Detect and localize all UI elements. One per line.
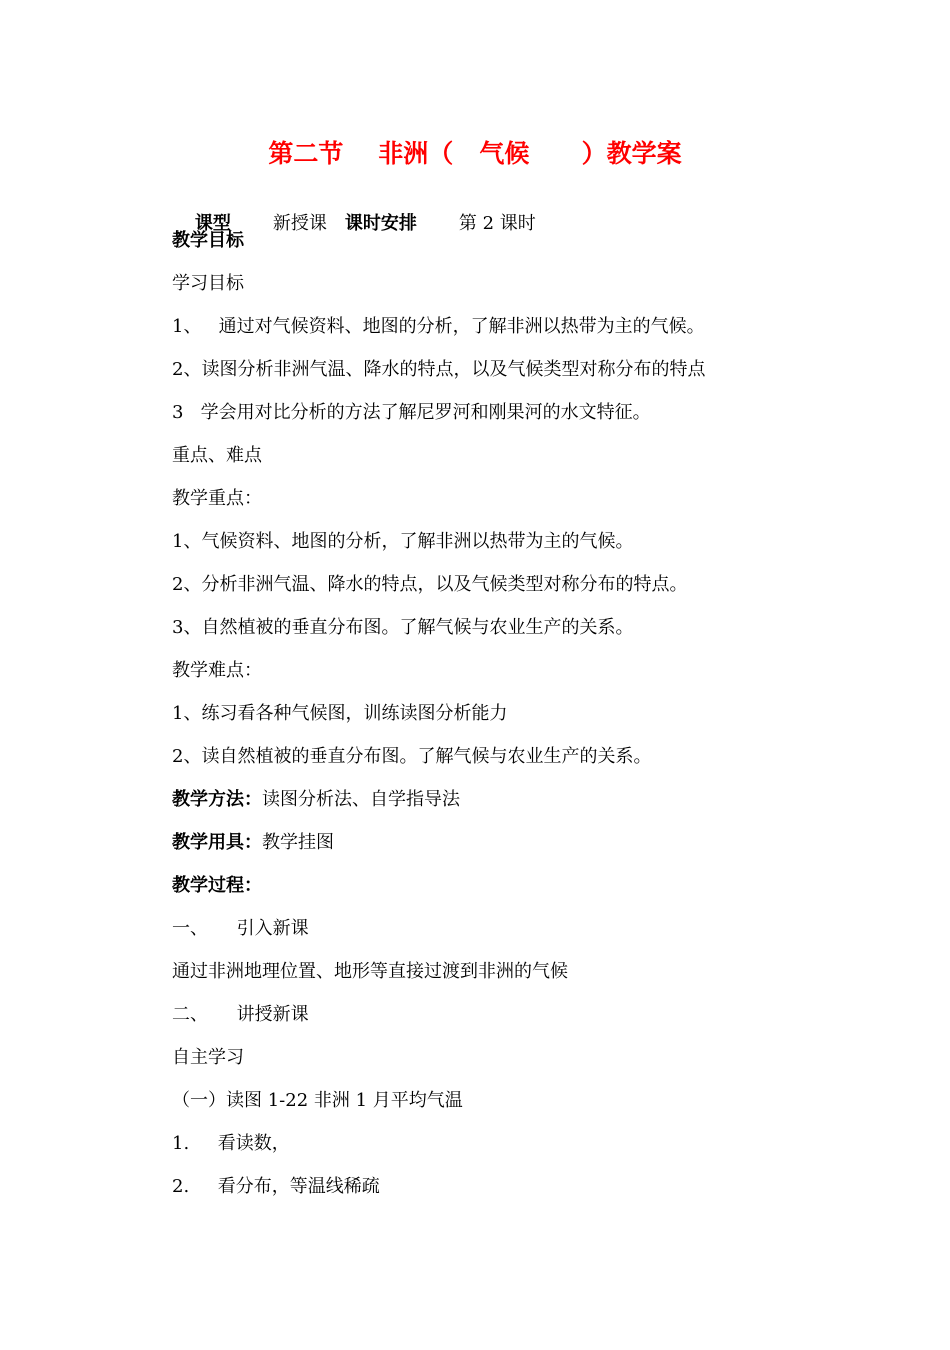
reading-subitem: 2. 看分布，等温线稀疏: [172, 1176, 380, 1197]
difficult-points-label: 教学难点：: [172, 660, 262, 681]
process-step: 一、 引入新课: [172, 918, 309, 939]
method-row: [172, 787, 460, 813]
objectives-heading: 教学目标: [172, 230, 244, 251]
objective-item: 3 学会用对比分析的方法了解尼罗河和刚果河的水文特征。: [172, 402, 651, 423]
schedule-label: 课时安排: [344, 213, 417, 234]
key-point-item: 3、自然植被的垂直分布图。了解气候与农业生产的关系。: [172, 617, 634, 638]
process-label: 教学过程：: [172, 875, 262, 896]
difficult-point-item: 1、练习看各种气候图，训练读图分析能力: [172, 703, 508, 724]
objective-item: 1、 通过对气候资料、地图的分析，了解非洲以热带为主的气候。: [172, 316, 705, 337]
objective-item: 2、读图分析非洲气温、降水的特点，以及气候类型对称分布的特点: [172, 359, 706, 380]
document-title: 第二节 非洲（ 气候 ）教学案: [268, 139, 682, 168]
tools-row: [172, 830, 334, 856]
key-difficult-label: 重点、难点: [172, 445, 262, 466]
method-value: 读图分析法、自学指导法: [262, 789, 460, 810]
self-study-label: 自主学习: [172, 1047, 244, 1068]
learning-objectives-label: 学习目标: [172, 273, 244, 294]
key-points-label: 教学重点：: [172, 488, 262, 509]
method-label: 教学方法：: [172, 789, 262, 810]
reading-subitem: 1. 看读数，: [172, 1133, 290, 1154]
reading-item: （一）读图 1-22 非洲 1 月平均气温: [172, 1090, 463, 1111]
process-step: 二、 讲授新课: [172, 1004, 309, 1025]
tools-value: 教学挂图: [262, 832, 334, 853]
process-step-text: 通过非洲地理位置、地形等直接过渡到非洲的气候: [172, 961, 568, 982]
difficult-point-item: 2、读自然植被的垂直分布图。了解气候与农业生产的关系。: [172, 746, 652, 767]
lesson-type-label: 课型: [194, 213, 231, 234]
key-point-item: 1、气候资料、地图的分析，了解非洲以热带为主的气候。: [172, 531, 634, 552]
lesson-type-value: 新授课: [272, 213, 327, 234]
key-point-item: 2、分析非洲气温、降水的特点，以及气候类型对称分布的特点。: [172, 574, 688, 595]
tools-label: 教学用具：: [172, 832, 262, 853]
schedule-value: 第 2 课时: [458, 213, 536, 234]
